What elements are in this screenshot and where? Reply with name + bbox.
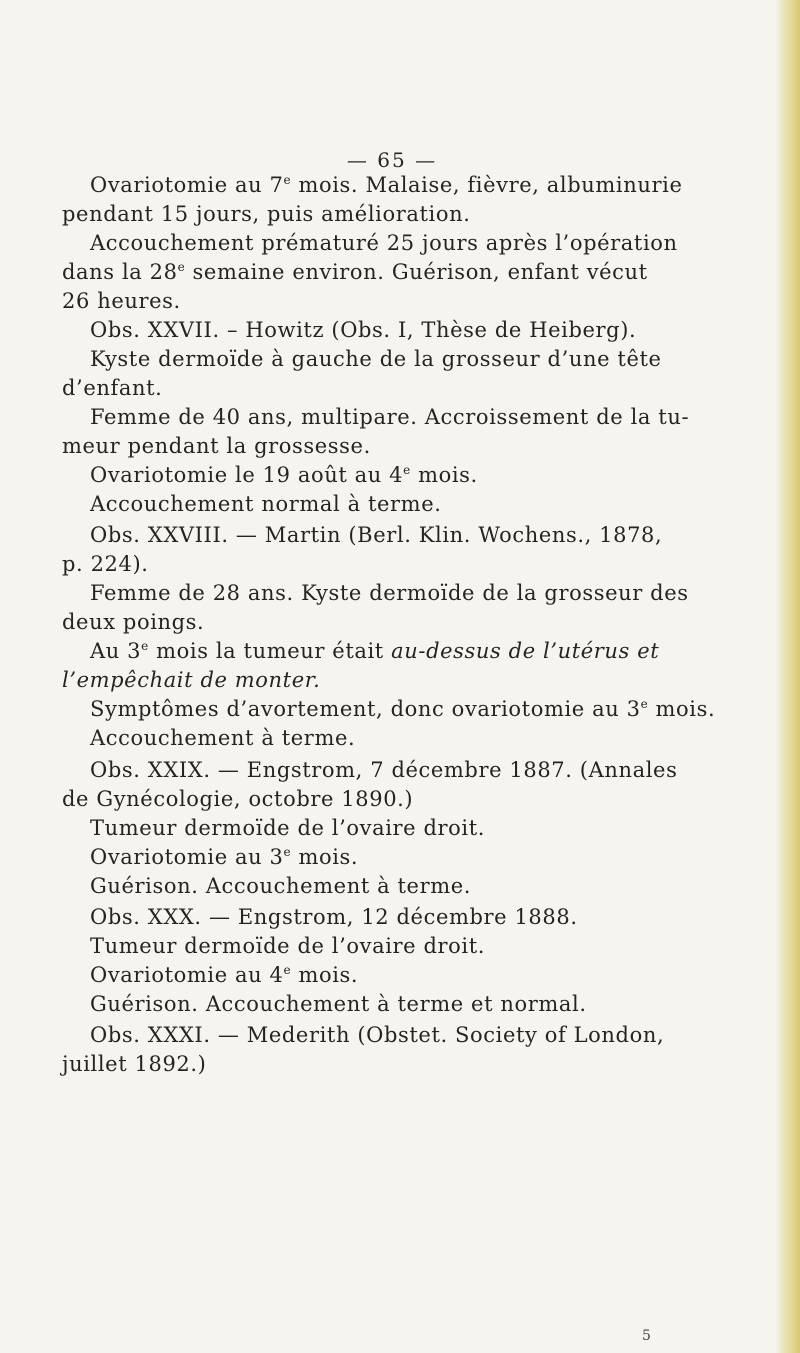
text-run: Ovariotomie au 3 [90, 845, 284, 869]
text-line [90, 491, 442, 517]
text-run: Accouchement normal à terme. [90, 492, 442, 516]
text-run: Obs. XXVIII. — Martin (Berl. Klin. Wochens., 1878, [90, 523, 663, 547]
text-line [90, 638, 659, 664]
text-run: Tumeur dermoïde de l’ovaire droit. [90, 934, 486, 958]
text-run: pendant 15 jours, puis amélioration. [62, 202, 471, 226]
text-line [62, 609, 204, 635]
superscript: e [141, 639, 149, 653]
text-run: 26 heures. [62, 289, 181, 313]
text-line [62, 288, 181, 314]
text-line [90, 962, 358, 988]
text-run: semaine environ. Guérison, enfant vécut [185, 260, 648, 284]
text-run: dans la 28 [62, 260, 178, 284]
text-line [90, 580, 689, 606]
italic-text: au-dessus de l’utérus et [391, 639, 660, 663]
text-run: Guérison. Accouchement à terme. [90, 874, 472, 898]
text-line [90, 991, 587, 1017]
text-line [90, 757, 677, 783]
text-line [62, 433, 371, 459]
text-run: Kyste dermoïde à gauche de la grosseur d’une tête [90, 347, 662, 371]
page-number: — 65 — [346, 148, 438, 172]
text-line [62, 259, 648, 285]
text-line [90, 696, 715, 722]
text-run: de Gynécologie, octobre 1890.) [62, 787, 414, 811]
text-run: Obs. XXIX. — Engstrom, 7 décembre 1887. (Annales [90, 758, 678, 782]
text-run: mois. Malaise, fièvre, albuminurie [291, 173, 683, 197]
text-run: Obs. XXX. — Engstrom, 12 décembre 1888. [90, 905, 578, 929]
superscript: e [640, 697, 649, 711]
text-run: meur pendant la grossesse. [62, 434, 371, 458]
superscript: e [403, 463, 411, 477]
text-line [62, 551, 149, 577]
superscript: e [283, 963, 292, 977]
text-line [62, 201, 470, 227]
signature-mark: 5 [642, 1328, 651, 1344]
text-line [90, 933, 485, 959]
text-line [90, 815, 485, 841]
text-run: Ovariotomie au 7 [90, 173, 284, 197]
text-run: Obs. XXXI. — Mederith (Obstet. Society of London, [90, 1023, 665, 1047]
text-line [90, 317, 636, 343]
text-run: Guérison. Accouchement à terme et normal. [90, 992, 587, 1016]
text-run: mois la tumeur était [148, 639, 392, 663]
text-line [90, 844, 358, 870]
text-run: Ovariotomie au 4 [90, 963, 284, 987]
text-line [90, 346, 662, 372]
text-run: mois. [291, 963, 359, 987]
text-line [90, 904, 578, 930]
superscript: e [283, 845, 292, 859]
text-run: mois. [291, 845, 359, 869]
text-line [90, 172, 682, 198]
text-line [90, 404, 689, 430]
text-run: Accouchement prématuré 25 jours après l’opération [90, 231, 678, 255]
text-line [90, 1022, 664, 1048]
text-line [90, 462, 478, 488]
text-line [90, 873, 471, 899]
text-run: mois. [648, 697, 716, 721]
text-run: p. 224). [62, 552, 149, 576]
text-run: Tumeur dermoïde de l’ovaire droit. [90, 816, 486, 840]
text-line [62, 786, 413, 812]
text-run: deux poings. [62, 610, 205, 634]
text-run: Obs. XXVII. – Howitz (Obs. I, Thèse de Heiberg). [90, 318, 637, 342]
text-run: d’enfant. [62, 376, 163, 400]
text-run: Au 3 [90, 639, 142, 663]
text-run: mois. [410, 463, 478, 487]
text-run: juillet 1892.) [62, 1052, 207, 1076]
page-edge [774, 0, 800, 1353]
italic-text: l’empêchait de monter. [62, 668, 321, 692]
text-run: Symptômes d’avortement, donc ovariotomie au 3 [90, 697, 641, 721]
superscript: e [177, 260, 186, 274]
text-line [90, 230, 678, 256]
text-run: Ovariotomie le 19 août au 4 [90, 463, 404, 487]
text-line [90, 725, 355, 751]
text-run: Femme de 40 ans, multipare. Accroissement de la tu- [90, 405, 690, 429]
text-run: Accouchement à terme. [90, 726, 356, 750]
text-line [90, 522, 662, 548]
text-line [62, 375, 162, 401]
text-run: Femme de 28 ans. Kyste dermoïde de la grosseur des [90, 581, 689, 605]
text-line [62, 667, 320, 693]
superscript: e [283, 173, 292, 187]
text-line [62, 1051, 206, 1077]
